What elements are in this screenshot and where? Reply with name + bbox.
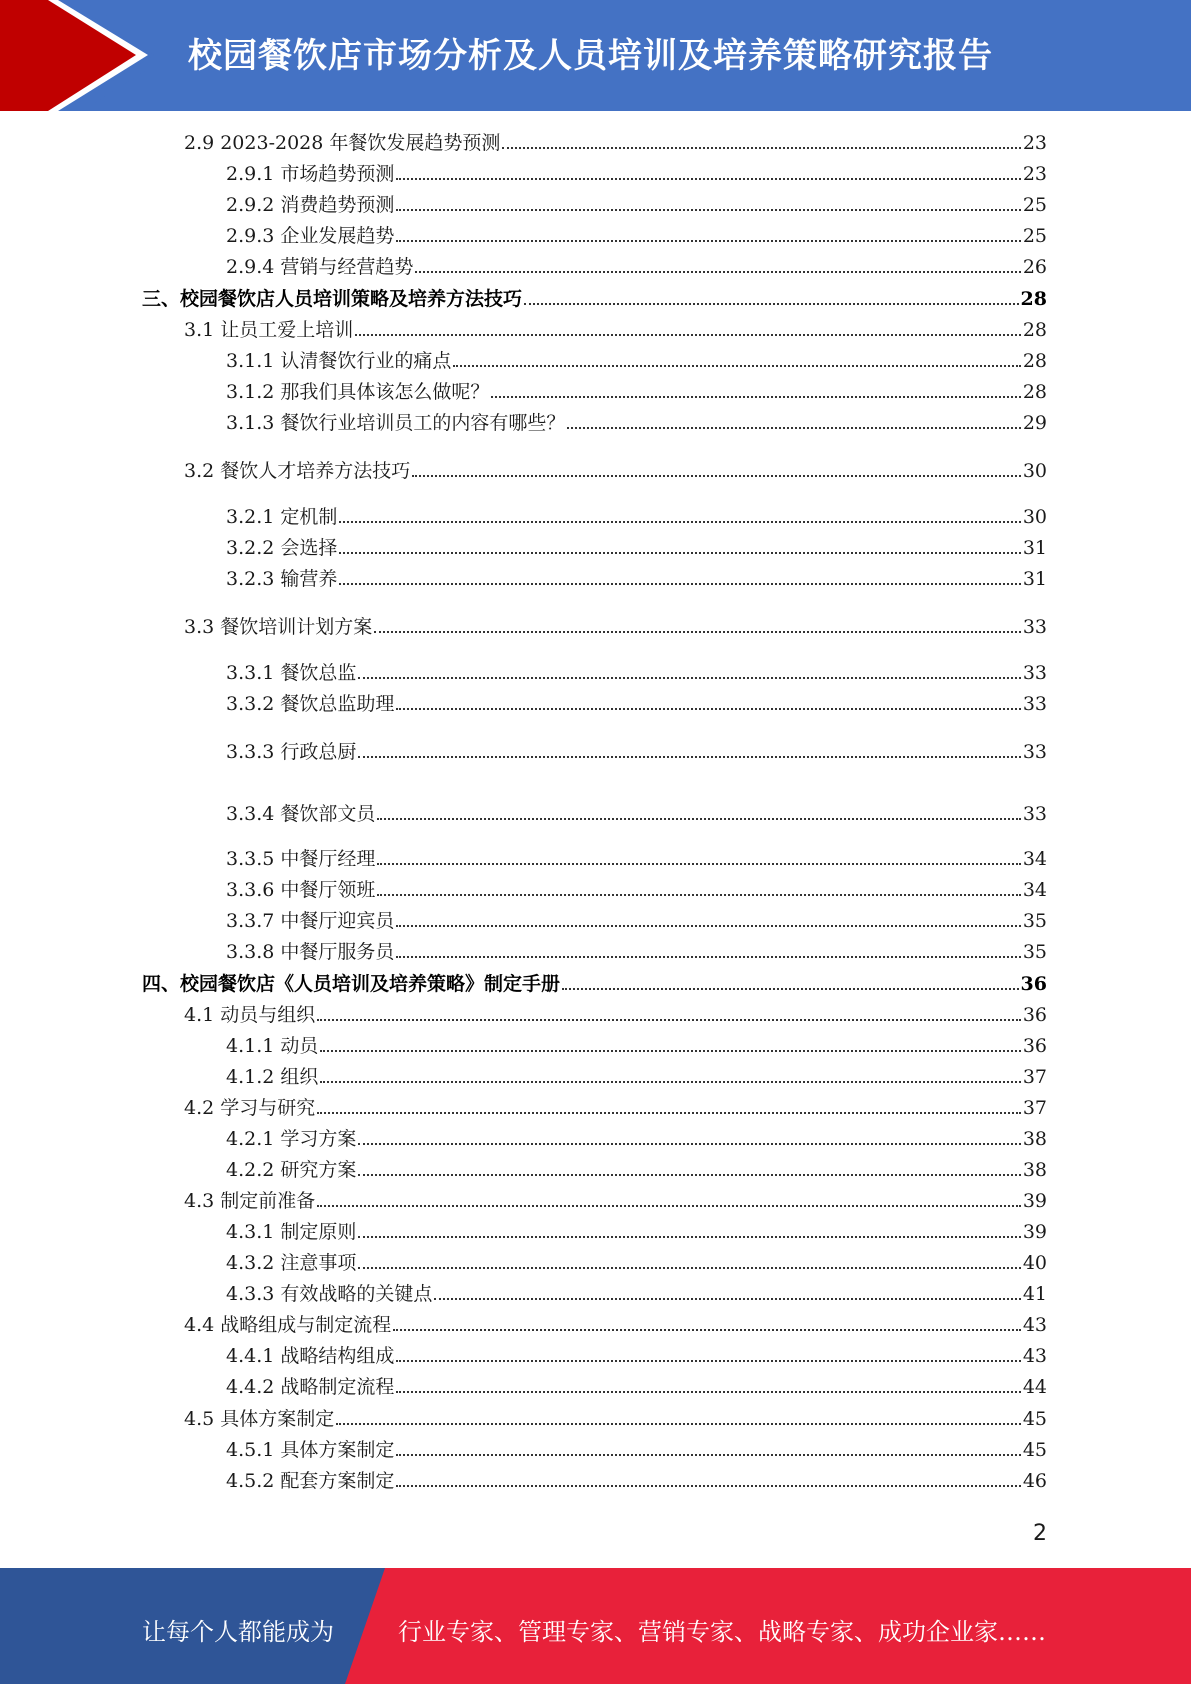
toc-entry-number: 4.1.1 <box>226 1035 275 1057</box>
toc-entry[interactable] <box>226 877 1047 903</box>
toc-entry-page: 23 <box>1022 163 1047 185</box>
toc-entry-title: 学习方案 <box>280 1128 357 1150</box>
toc-dot-leader <box>374 631 1021 633</box>
toc-entry[interactable] <box>226 739 1047 765</box>
toc-entry[interactable] <box>184 1312 1047 1338</box>
toc-entry-title: 制定原则 <box>280 1221 357 1243</box>
toc-entry[interactable] <box>184 1188 1047 1214</box>
toc-entry-label <box>184 614 372 640</box>
toc-entry-title: 会选择 <box>280 537 338 559</box>
toc-entry[interactable] <box>226 1343 1047 1369</box>
toc-entry-title: 战略组成与制定流程 <box>220 1314 392 1336</box>
toc-entry-page: 33 <box>1022 741 1047 763</box>
toc-entry[interactable] <box>226 939 1047 965</box>
toc-entry-label <box>226 1250 356 1276</box>
toc-dot-leader <box>320 1081 1020 1083</box>
toc-entry-title: 校园餐饮店《人员培训及培养策略》制定手册 <box>180 973 561 995</box>
toc-dot-leader <box>317 1205 1021 1207</box>
toc-entry-label <box>226 1033 318 1059</box>
toc-entry-page: 26 <box>1022 256 1047 278</box>
toc-dot-leader <box>396 178 1020 180</box>
toc-entry[interactable] <box>226 1250 1047 1276</box>
toc-entry[interactable] <box>226 660 1047 686</box>
toc-dot-leader <box>358 1174 1020 1176</box>
toc-entry-title: 有效战略的关键点 <box>280 1283 433 1305</box>
toc-entry-page: 37 <box>1022 1097 1047 1119</box>
toc-entry-number: 4.1 <box>184 1004 215 1026</box>
toc-entry-page: 23 <box>1022 132 1047 154</box>
toc-entry[interactable] <box>226 348 1047 374</box>
toc-entry-title: 餐饮培训计划方案 <box>220 616 373 638</box>
toc-entry[interactable] <box>184 1095 1047 1121</box>
toc-entry-page: 40 <box>1022 1252 1047 1274</box>
toc-entry-number: 4.5.1 <box>226 1439 275 1461</box>
toc-entry-label <box>184 1312 391 1338</box>
toc-entry-title: 组织 <box>280 1066 319 1088</box>
toc-dot-leader <box>355 334 1021 336</box>
toc-entry-title: 中餐厅领班 <box>280 879 376 901</box>
toc-dot-leader <box>377 863 1020 865</box>
toc-entry-title: 注意事项 <box>280 1252 357 1274</box>
toc-dot-leader <box>358 1236 1020 1238</box>
toc-entry-number: 三、 <box>142 288 181 310</box>
toc-entry-page: 33 <box>1022 693 1047 715</box>
toc-entry-page: 29 <box>1022 412 1047 434</box>
toc-entry-page: 46 <box>1022 1470 1047 1492</box>
toc-entry-number: 4.4 <box>184 1314 215 1336</box>
toc-entry[interactable] <box>226 1219 1047 1245</box>
toc-entry-number: 2.9.2 <box>226 194 275 216</box>
toc-entry-number: 4.3 <box>184 1190 215 1212</box>
toc-entry-label <box>226 846 375 872</box>
toc-dot-leader <box>434 1298 1020 1300</box>
footer-banner <box>0 1568 1191 1684</box>
toc-entry-label <box>226 410 565 436</box>
toc-entry-title: 战略制定流程 <box>280 1376 395 1398</box>
toc-entry-number: 4.1.2 <box>226 1066 275 1088</box>
toc-entry-number: 3.1.2 <box>226 381 275 403</box>
toc-entry-label <box>184 1188 315 1214</box>
toc-entry[interactable] <box>226 908 1047 934</box>
toc-dot-leader <box>336 1423 1021 1425</box>
toc-entry[interactable] <box>226 801 1047 827</box>
toc-entry-title: 餐饮部文员 <box>280 803 376 825</box>
toc-entry-number: 4.3.2 <box>226 1252 275 1274</box>
toc-entry[interactable] <box>226 161 1047 187</box>
toc-entry-page: 44 <box>1022 1376 1047 1398</box>
toc-entry-number: 3.3.7 <box>226 910 275 932</box>
toc-entry-page: 39 <box>1022 1190 1047 1212</box>
toc-dot-leader <box>377 818 1020 820</box>
toc-entry-number: 四、 <box>142 973 181 995</box>
toc-entry-page: 43 <box>1022 1345 1047 1367</box>
toc-entry-page: 34 <box>1022 848 1047 870</box>
toc-entry-page: 33 <box>1022 803 1047 825</box>
toc-dot-leader <box>358 756 1020 758</box>
toc-entry-page: 25 <box>1022 225 1047 247</box>
toc-entry-title: 具体方案制定 <box>220 1408 335 1430</box>
toc-entry-number: 4.5.2 <box>226 1470 275 1492</box>
toc-dot-leader <box>502 147 1020 149</box>
toc-entry-title: 战略结构组成 <box>280 1345 395 1367</box>
toc-dot-leader <box>415 271 1020 273</box>
toc-entry[interactable] <box>226 223 1047 249</box>
toc-entry[interactable] <box>226 1157 1047 1183</box>
toc-entry-label <box>226 379 489 405</box>
toc-entry-number: 3.2.3 <box>226 568 275 590</box>
toc-entry[interactable] <box>226 379 1047 405</box>
toc-entry[interactable] <box>226 192 1047 218</box>
toc-entry[interactable] <box>184 317 1047 343</box>
toc-entry-page: 30 <box>1022 460 1047 482</box>
toc-entry-number: 3.3.5 <box>226 848 275 870</box>
toc-dot-leader <box>412 475 1021 477</box>
toc-entry-label <box>184 1002 315 1028</box>
toc-dot-leader <box>453 365 1020 367</box>
toc-entry-title: 动员 <box>280 1035 319 1057</box>
toc-entry-title: 具体方案制定 <box>280 1439 395 1461</box>
toc-dot-leader <box>339 583 1020 585</box>
toc-entry-label <box>226 1157 356 1183</box>
toc-entry-label <box>226 161 394 187</box>
toc-entry-page: 38 <box>1022 1159 1047 1181</box>
toc-entry-label <box>226 566 337 592</box>
toc-entry-label <box>142 286 522 312</box>
toc-entry-number: 2.9.4 <box>226 256 275 278</box>
toc-entry-title: 营销与经营趋势 <box>280 256 414 278</box>
toc-entry-number: 2.9.3 <box>226 225 275 247</box>
toc-entry-number: 3.3.8 <box>226 941 275 963</box>
toc-entry[interactable] <box>226 1064 1047 1090</box>
toc-entry[interactable] <box>226 1281 1047 1307</box>
toc-entry-title: 中餐厅经理 <box>280 848 376 870</box>
toc-entry-label <box>226 254 413 280</box>
toc-entry-page: 28 <box>1022 381 1047 403</box>
toc-entry-number: 4.2 <box>184 1097 215 1119</box>
toc-entry[interactable] <box>226 1437 1047 1463</box>
toc-entry-title: 消费趋势预测 <box>280 194 395 216</box>
toc-entry-title: 动员与组织 <box>220 1004 316 1026</box>
toc-entry-number: 4.2.2 <box>226 1159 275 1181</box>
toc-entry-title: 配套方案制定 <box>280 1470 395 1492</box>
toc-entry-page: 33 <box>1022 616 1047 638</box>
toc-dot-leader <box>339 552 1020 554</box>
toc-dot-leader <box>396 1391 1020 1393</box>
toc-entry-label <box>226 877 375 903</box>
toc-entry-title: 学习与研究 <box>220 1097 316 1119</box>
toc-entry[interactable] <box>226 846 1047 872</box>
toc-entry-title: 研究方案 <box>280 1159 357 1181</box>
toc-entry-label <box>226 1126 356 1152</box>
toc-entry-page: 36 <box>1022 1004 1047 1026</box>
toc-entry-label <box>226 1064 318 1090</box>
toc-entry-title: 餐饮人才培养方法技巧 <box>220 460 411 482</box>
toc-entry-label <box>226 939 394 965</box>
toc-entry[interactable] <box>184 130 1047 156</box>
toc-entry-title: 企业发展趋势 <box>280 225 395 247</box>
toc-entry-label <box>184 317 353 343</box>
toc-entry-page: 36 <box>1020 973 1047 995</box>
toc-entry[interactable] <box>226 410 1047 436</box>
toc-entry[interactable] <box>184 458 1047 484</box>
toc-dot-leader <box>339 521 1020 523</box>
toc-entry-number: 3.3.1 <box>226 662 275 684</box>
toc-entry-label <box>226 691 394 717</box>
toc-entry-title: 餐饮总监助理 <box>280 693 395 715</box>
toc-entry-title: 校园餐饮店人员培训策略及培养方法技巧 <box>180 288 523 310</box>
toc-entry[interactable] <box>226 691 1047 717</box>
toc-entry-page: 25 <box>1022 194 1047 216</box>
toc-entry-title: 餐饮总监 <box>280 662 357 684</box>
toc-dot-leader <box>317 1112 1021 1114</box>
toc-dot-leader <box>567 427 1020 429</box>
page-number: 2 <box>1033 1521 1047 1546</box>
toc-entry-page: 34 <box>1022 879 1047 901</box>
toc-entry-label <box>226 504 337 530</box>
toc-dot-leader <box>396 1454 1020 1456</box>
toc-entry-title: 输营养 <box>280 568 338 590</box>
toc-entry-title: 制定前准备 <box>220 1190 316 1212</box>
toc-entry[interactable] <box>226 1374 1047 1400</box>
toc-entry-number: 2.9.1 <box>226 163 275 185</box>
toc-entry-number: 3.2 <box>184 460 215 482</box>
toc-dot-leader <box>396 1360 1020 1362</box>
toc-dot-leader <box>377 894 1020 896</box>
toc-entry-number: 2.9 <box>184 132 215 154</box>
toc-entry[interactable] <box>184 1002 1047 1028</box>
toc-entry-label <box>226 1437 394 1463</box>
toc-entry-number: 3.1.1 <box>226 350 275 372</box>
toc-dot-leader <box>396 209 1020 211</box>
toc-entry-page: 28 <box>1020 288 1047 310</box>
toc-entry-number: 3.1 <box>184 319 215 341</box>
toc-entry[interactable] <box>184 1406 1047 1432</box>
toc-entry-page: 35 <box>1022 941 1047 963</box>
toc-entry-page: 45 <box>1022 1408 1047 1430</box>
toc-entry-page: 33 <box>1022 662 1047 684</box>
toc-entry[interactable] <box>142 286 1047 312</box>
toc-entry-label <box>226 660 356 686</box>
toc-dot-leader <box>358 677 1020 679</box>
toc-entry-page: 28 <box>1022 319 1047 341</box>
toc-entry-page: 37 <box>1022 1066 1047 1088</box>
toc-entry-label <box>226 1343 394 1369</box>
toc-entry[interactable] <box>226 566 1047 592</box>
toc-entry-title: 让员工爱上培训 <box>220 319 354 341</box>
toc-entry[interactable] <box>226 535 1047 561</box>
toc-dot-leader <box>396 925 1020 927</box>
toc-entry-label <box>226 1219 356 1245</box>
toc-entry-number: 4.4.2 <box>226 1376 275 1398</box>
toc-entry-number: 4.3.1 <box>226 1221 275 1243</box>
toc-entry-label <box>184 1095 315 1121</box>
toc-entry-label <box>226 908 394 934</box>
toc-entry-number: 4.2.1 <box>226 1128 275 1150</box>
toc-entry[interactable] <box>226 1468 1047 1494</box>
toc-entry-title: 行政总厨 <box>280 741 357 763</box>
toc-entry-title: 餐饮行业培训员工的内容有哪些？ <box>280 412 566 434</box>
toc-dot-leader <box>396 956 1020 958</box>
toc-entry-number: 3.3.6 <box>226 879 275 901</box>
toc-entry-number: 3.3.3 <box>226 741 275 763</box>
toc-dot-leader <box>358 1143 1020 1145</box>
toc-entry-number: 3.1.3 <box>226 412 275 434</box>
toc-entry-page: 41 <box>1022 1283 1047 1305</box>
toc-entry-title: 认清餐饮行业的痛点 <box>280 350 452 372</box>
toc-entry-label <box>226 348 451 374</box>
toc-dot-leader <box>562 988 1019 990</box>
toc-dot-leader <box>396 1485 1020 1487</box>
toc-entry-number: 3.3.2 <box>226 693 275 715</box>
toc-entry-label <box>226 739 356 765</box>
document-title: 校园餐饮店市场分析及人员培训及培养策略研究报告 <box>188 36 993 76</box>
toc-entry-label <box>226 535 337 561</box>
toc-entry-title: 中餐厅迎宾员 <box>280 910 395 932</box>
toc-dot-leader <box>396 240 1020 242</box>
toc-entry-label <box>226 1468 394 1494</box>
toc-entry-label <box>142 971 560 997</box>
toc-entry-page: 31 <box>1022 537 1047 559</box>
toc-entry-page: 30 <box>1022 506 1047 528</box>
toc-entry-page: 38 <box>1022 1128 1047 1150</box>
toc-entry-number: 4.3.3 <box>226 1283 275 1305</box>
toc-entry-number: 3.3.4 <box>226 803 275 825</box>
toc-entry-label <box>226 223 394 249</box>
toc-dot-leader <box>317 1019 1021 1021</box>
toc-entry-number: 4.5 <box>184 1408 215 1430</box>
toc-dot-leader <box>491 396 1020 398</box>
footer-slogan-right: 行业专家、管理专家、营销专家、战略专家、成功企业家…… <box>398 1618 1046 1646</box>
toc-dot-leader <box>524 303 1019 305</box>
toc-entry[interactable] <box>184 614 1047 640</box>
toc-entry[interactable] <box>226 504 1047 530</box>
toc-entry-title: 那我们具体该怎么做呢？ <box>280 381 490 403</box>
toc-entry[interactable] <box>226 1033 1047 1059</box>
toc-entry-label <box>184 458 410 484</box>
toc-entry-title: 市场趋势预测 <box>280 163 395 185</box>
toc-entry-page: 45 <box>1022 1439 1047 1461</box>
toc-entry-number: 3.3 <box>184 616 215 638</box>
toc-entry-number: 3.2.2 <box>226 537 275 559</box>
toc-entry-label <box>226 1281 432 1307</box>
toc-entry-label <box>226 801 375 827</box>
toc-dot-leader <box>358 1267 1020 1269</box>
toc-entry-label <box>184 130 500 156</box>
toc-entry-page: 28 <box>1022 350 1047 372</box>
footer-slogan-left: 让每个人都能成为 <box>142 1618 334 1646</box>
toc-entry-page: 39 <box>1022 1221 1047 1243</box>
toc-entry-number: 3.2.1 <box>226 506 275 528</box>
toc-dot-leader <box>320 1050 1020 1052</box>
toc-entry[interactable] <box>226 254 1047 280</box>
toc-entry-page: 36 <box>1022 1035 1047 1057</box>
toc-entry-title: 中餐厅服务员 <box>280 941 395 963</box>
toc-entry-title: 定机制 <box>280 506 338 528</box>
toc-entry[interactable] <box>142 971 1047 997</box>
toc-dot-leader <box>393 1329 1021 1331</box>
toc-entry-label <box>226 192 394 218</box>
toc-entry-number: 4.4.1 <box>226 1345 275 1367</box>
toc-entry-title: 2023-2028 年餐饮发展趋势预测 <box>220 132 501 154</box>
toc-entry-page: 35 <box>1022 910 1047 932</box>
toc-entry[interactable] <box>226 1126 1047 1152</box>
toc-entry-label <box>226 1374 394 1400</box>
toc-entry-page: 43 <box>1022 1314 1047 1336</box>
toc-dot-leader <box>396 708 1020 710</box>
toc-entry-page: 31 <box>1022 568 1047 590</box>
toc-entry-label <box>184 1406 334 1432</box>
